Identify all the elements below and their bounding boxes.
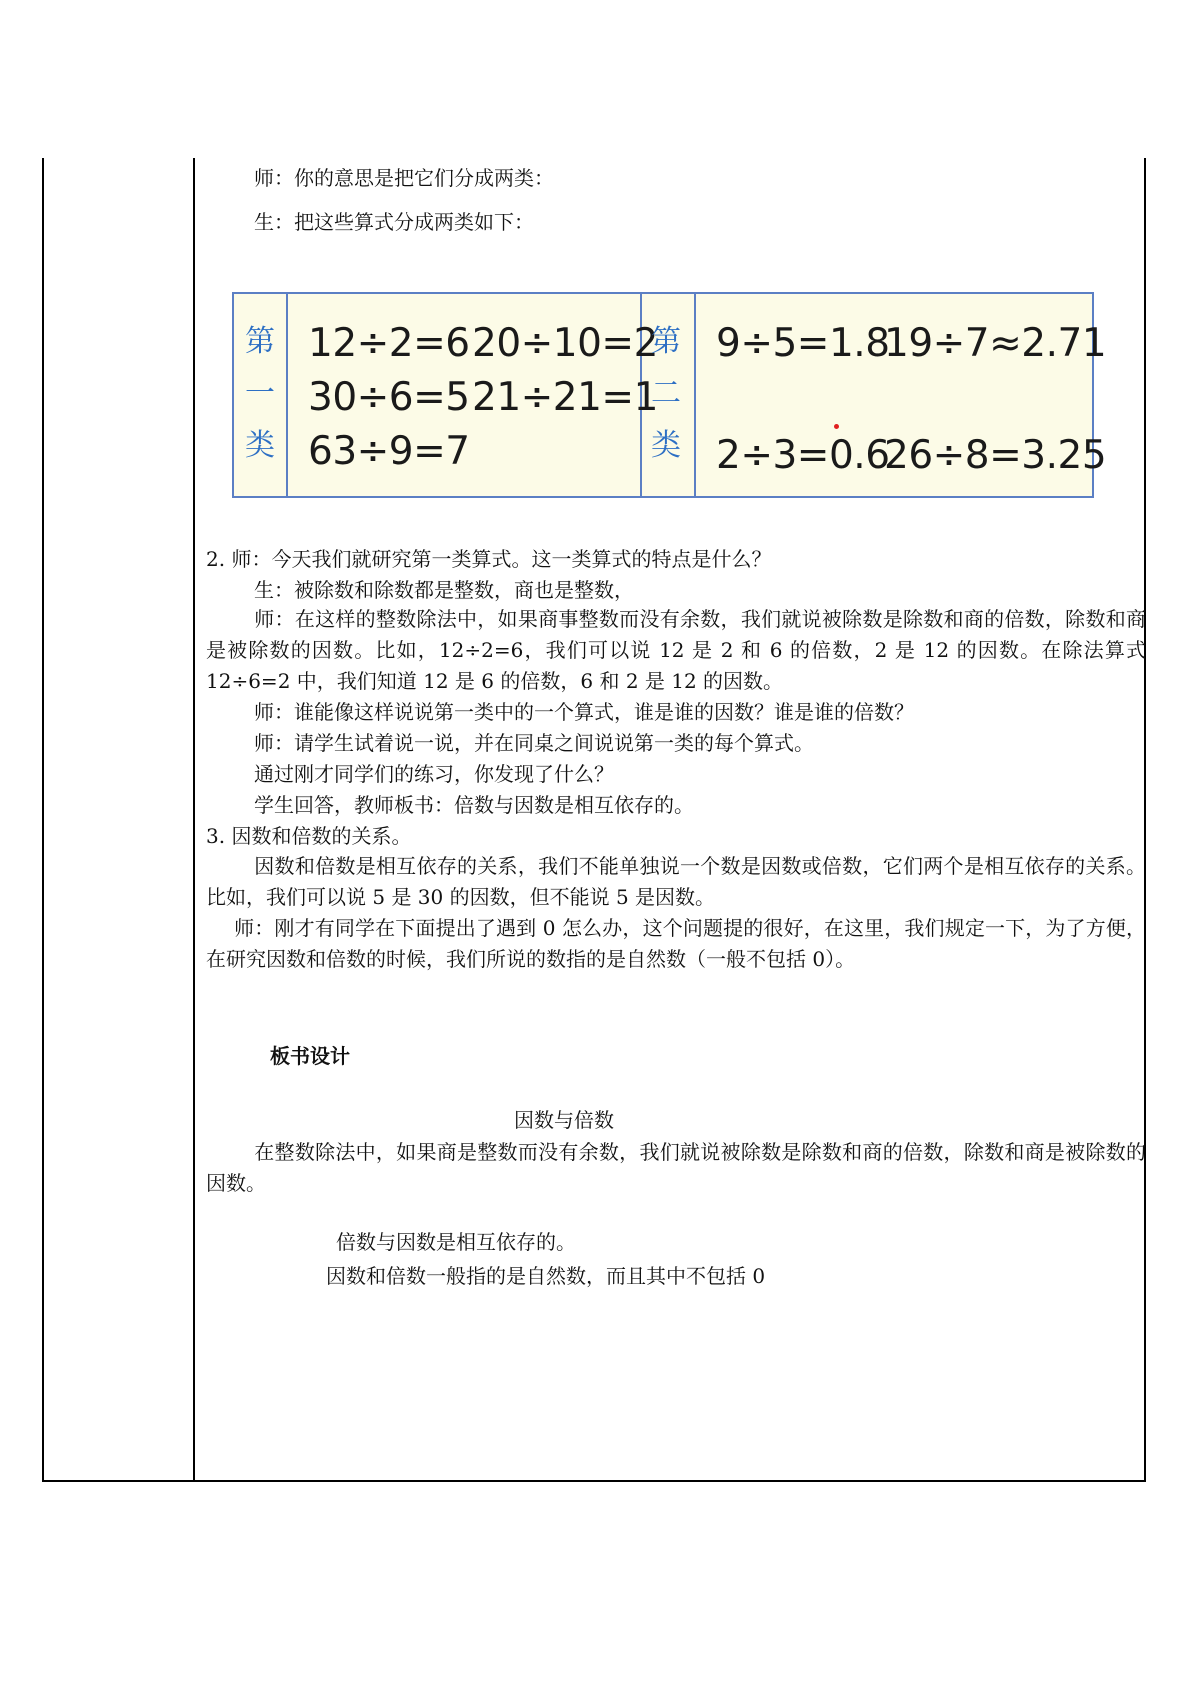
intro-student-line: 生：把这些算式分成两类如下：	[254, 210, 534, 234]
board-heading: 板书设计	[270, 1044, 350, 1068]
group1-equation: 20÷10=2	[472, 321, 658, 366]
group1-equation: 12÷2=6	[308, 321, 470, 366]
table-bottom-border	[42, 1480, 1146, 1482]
group2-equation: 9÷5=1.8	[716, 321, 890, 366]
group1-label-char: 一	[245, 376, 275, 411]
section2-board-answer: 学生回答，教师板书：倍数与因数是相互依存的。	[254, 793, 694, 817]
group2-equation: 19÷7≈2.71	[884, 321, 1107, 366]
group2-label-char: 类	[651, 428, 681, 463]
intro-teacher-line: 师：你的意思是把它们分成两类：	[254, 166, 554, 190]
section2-teacher-question: 师：谁能像这样说说第一类中的一个算式，谁是谁的因数？谁是谁的倍数？	[254, 700, 914, 724]
group2-label	[646, 316, 686, 472]
board-definition	[206, 1137, 1146, 1199]
board-title: 因数与倍数	[514, 1108, 614, 1132]
group2-equation: 26÷8=3.25	[884, 433, 1107, 478]
section3-zero-rule	[206, 913, 1146, 975]
group1-label-char: 类	[245, 428, 275, 463]
section3-heading: 3. 因数和倍数的关系。	[206, 824, 412, 848]
section2-teacher-explanation	[206, 604, 1146, 697]
repeating-decimal-dot	[834, 424, 839, 429]
section3-relation	[206, 851, 1146, 913]
board-line-1: 倍数与因数是相互依存的。	[336, 1230, 576, 1254]
board-definition-text: 在整数除法中，如果商是整数而没有余数，我们就说被除数是除数和商的倍数，除数和商是被除数的因数。	[206, 1140, 1146, 1195]
board-line-2: 因数和倍数一般指的是自然数，而且其中不包括 0	[326, 1264, 766, 1288]
group1-label-char: 第	[245, 324, 275, 359]
group2-label-char: 第	[651, 324, 681, 359]
division-classification-figure	[232, 292, 1107, 498]
group2-label-char: 二	[651, 376, 681, 411]
table-column-divider	[193, 158, 195, 1482]
group1-equation: 30÷6=5	[308, 375, 470, 420]
section2-teacher-try: 师：请学生试着说一说，并在同桌之间说说第一类的每个算式。	[254, 731, 814, 755]
figure-divider-1	[286, 294, 288, 496]
section3-zero-rule-text: 师：刚才有同学在下面提出了遇到 0 怎么办，这个问题提的很好，在这里，我们规定一下，为了方便，在研究因数和倍数的时候，我们所说的数指的是自然数（一般不包括 0）。	[206, 916, 1146, 971]
section2-student-answer: 生：被除数和除数都是整数，商也是整数，	[254, 578, 634, 602]
section2-heading: 2. 师：今天我们就研究第一类算式。这一类算式的特点是什么？	[206, 547, 772, 571]
table-right-border	[1144, 158, 1146, 1482]
figure-divider-3	[694, 294, 696, 496]
group2-equation: 2÷3=0.6	[716, 433, 890, 478]
section2-discover: 通过刚才同学们的练习，你发现了什么？	[254, 762, 614, 786]
group1-equation: 21÷21=1	[472, 375, 658, 420]
section3-relation-text: 因数和倍数是相互依存的关系，我们不能单独说一个数是因数或倍数，它们两个是相互依存的关系。比如，我们可以说 5 是 30 的因数，但不能说 5 是因数。	[206, 854, 1146, 909]
group1-equation: 63÷9=7	[308, 429, 470, 474]
group1-label	[240, 316, 280, 472]
section2-teacher-explanation-text: 师：在这样的整数除法中，如果商事整数而没有余数，我们就说被除数是除数和商的倍数，除数和商是被除数的因数。比如，12÷2=6，我们可以说 12 是 2 和 6 的倍数，2 是 12 的因数。在除法算式 12÷6=2 中，我们知道 12 是 6 的倍数，6 和 2 是 12 的因数。	[206, 607, 1146, 693]
table-left-border	[42, 158, 44, 1482]
